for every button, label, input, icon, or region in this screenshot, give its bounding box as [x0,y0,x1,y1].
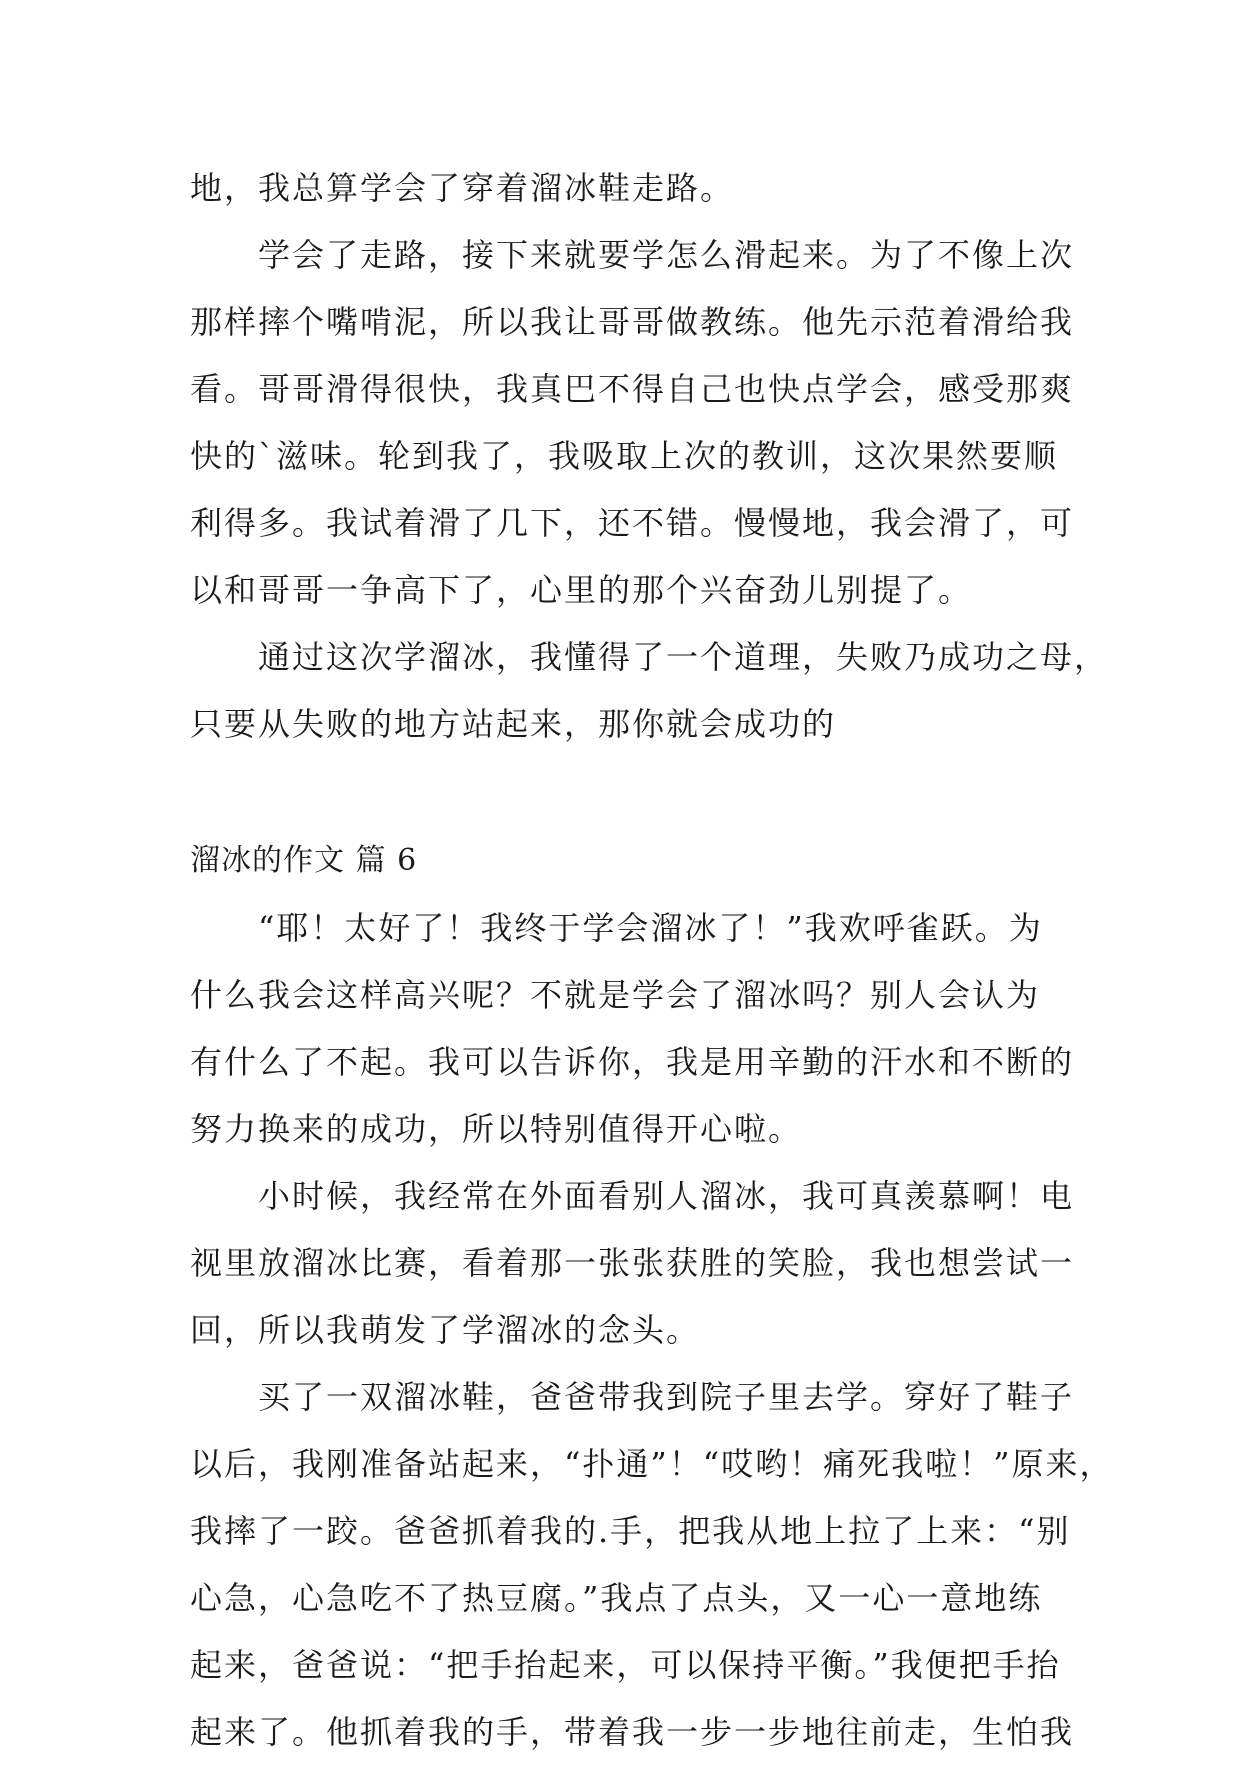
document-body [190,160,1114,1771]
essay-part-6-text [190,900,1114,1771]
text-line: “耶！太好了！我终于学会溜冰了！”我欢呼雀跃。为 [258,909,1043,947]
text-line: 小时候，我经常在外面看别人溜冰，我可真羡慕啊！电 [258,1177,1075,1215]
text-line: 起来，爸爸说：“把手抬起来，可以保持平衡。”我便把手抬 [190,1646,1061,1684]
text-line: 通过这次学溜冰，我懂得了一个道理，失败乃成功之母， [258,638,1109,676]
text-line: 我摔了一跤。爸爸抓着我的.手，把我从地上拉了上来：“别 [190,1512,1071,1550]
text-line: 心急，心急吃不了热豆腐。”我点了点头，又一心一意地练 [190,1579,1043,1617]
text-line: 只要从失败的地方站起来，那你就会成功的 [190,705,837,743]
text-line: 什么我会这样高兴呢？不就是学会了溜冰吗？别人会认为 [190,976,1041,1014]
text-line: 视里放溜冰比赛，看着那一张张获胜的笑脸，我也想尝试一 [190,1244,1075,1282]
text-line: 以后，我刚准备站起来，“扑通”！“哎哟！痛死我啦！”原来， [190,1445,1114,1483]
section-heading: 溜冰的作文 篇 6 [190,843,418,878]
text-line: 快的`滋味。轮到我了，我吸取上次的教训，这次果然要顺 [190,437,1059,475]
section-gap [190,763,1060,833]
text-line: 那样摔个嘴啃泥，所以我让哥哥做教练。他先示范着滑给我 [190,303,1075,341]
text-line: 利得多。我试着滑了几下，还不错。慢慢地，我会滑了，可 [190,504,1075,542]
text-line: 看。哥哥滑得很快，我真巴不得自己也快点学会，感受那爽 [190,370,1075,408]
text-line: 地，我总算学会了穿着溜冰鞋走路。 [190,169,735,207]
text-line: 买了一双溜冰鞋，爸爸带我到院子里去学。穿好了鞋子 [258,1378,1075,1416]
text-line: 有什么了不起。我可以告诉你，我是用辛勤的汗水和不断的 [190,1043,1075,1081]
text-line: 学会了走路，接下来就要学怎么滑起来。为了不像上次 [258,236,1075,274]
text-line: 努力换来的成功，所以特别值得开心啦。 [190,1110,803,1148]
text-line: 以和哥哥一争高下了，心里的那个兴奋劲儿别提了。 [190,571,973,609]
text-line: 回，所以我萌发了学溜冰的念头。 [190,1311,701,1349]
essay-part-5-text [190,160,1109,763]
text-line: 起来了。他抓着我的手，带着我一步一步地往前走，生怕我 [190,1713,1075,1751]
